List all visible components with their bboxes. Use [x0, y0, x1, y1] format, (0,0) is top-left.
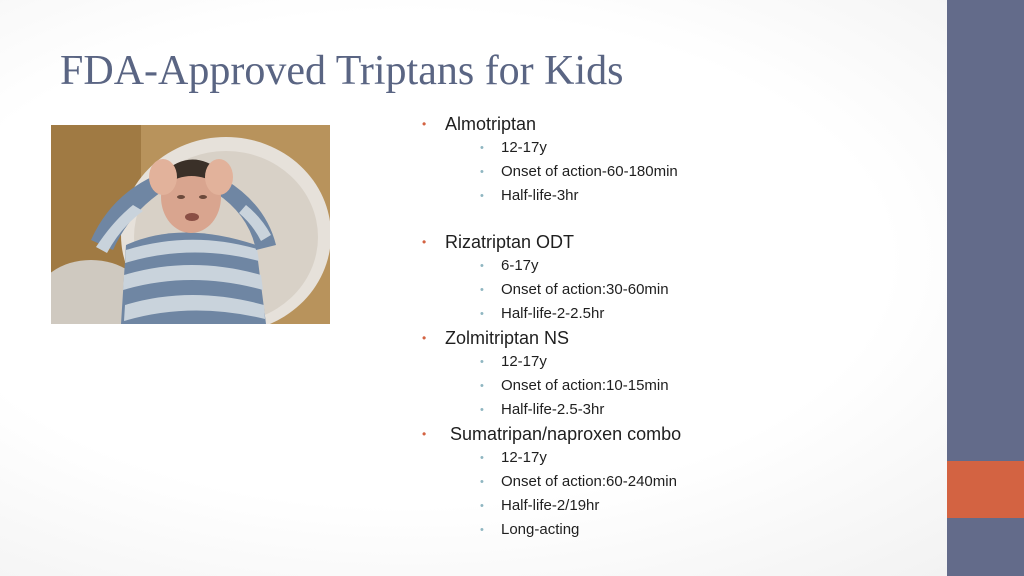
drug-detail [422, 374, 922, 398]
sub-bullet-marker: • [480, 500, 484, 512]
drug-detail [422, 184, 922, 208]
sub-bullet-marker: • [480, 452, 484, 464]
sub-bullet-marker: • [480, 284, 484, 296]
drug-detail [422, 350, 922, 374]
drug-detail-text: 12-17y [501, 449, 547, 466]
drug-detail-text: Onset of action:10-15min [501, 377, 669, 394]
bullet-marker: • [422, 427, 427, 441]
drug-detail [422, 446, 922, 470]
sub-bullet-marker: • [480, 308, 484, 320]
sub-bullet-marker: • [480, 260, 484, 272]
drug-detail [422, 278, 922, 302]
sub-bullet-marker: • [480, 356, 484, 368]
drug-detail-text: 12-17y [501, 139, 547, 156]
bullet-marker: • [422, 117, 427, 131]
drug-name: Almotriptan [445, 114, 537, 134]
drug-detail-text: Onset of action:30-60min [501, 281, 669, 298]
drug-detail-text: Onset of action:60-240min [501, 473, 677, 490]
drug-detail-text: Half-life-3hr [501, 187, 579, 204]
drug-name: Rizatriptan ODT [445, 232, 575, 252]
drug-detail [422, 494, 922, 518]
drug-detail-text: Half-life-2/19hr [501, 497, 600, 514]
sub-bullet-marker: • [480, 166, 484, 178]
drug-detail-text: Half-life-2-2.5hr [501, 305, 605, 322]
sidebar-accent-block [947, 461, 1024, 518]
drug-name: Sumatripan/naproxen combo [445, 424, 682, 444]
photo-child-with-headache [51, 125, 330, 324]
sub-bullet-marker: • [480, 142, 484, 154]
drug-detail [422, 302, 922, 326]
sub-bullet-marker: • [480, 524, 484, 536]
drug-detail-text: Onset of action-60-180min [501, 163, 678, 180]
sub-bullet-marker: • [480, 476, 484, 488]
bullet-marker: • [422, 331, 427, 345]
drug-item [422, 230, 922, 254]
drug-detail [422, 518, 922, 542]
drug-item [422, 422, 922, 446]
sub-bullet-marker: • [480, 380, 484, 392]
drug-detail-text: 6-17y [501, 257, 539, 274]
drug-detail-text: Long-acting [501, 521, 580, 538]
bullet-list [422, 112, 922, 542]
drug-detail [422, 160, 922, 184]
drug-detail-text: Half-life-2.5-3hr [501, 401, 605, 418]
sub-bullet-marker: • [480, 190, 484, 202]
drug-detail [422, 254, 922, 278]
drug-item [422, 112, 922, 136]
drug-detail [422, 136, 922, 160]
drug-detail-text: 12-17y [501, 353, 547, 370]
sub-bullet-marker: • [480, 404, 484, 416]
drug-item [422, 326, 922, 350]
drug-detail [422, 398, 922, 422]
slide-title: FDA-Approved Triptans for Kids [60, 48, 624, 94]
drug-name: Zolmitriptan NS [445, 328, 570, 348]
drug-detail [422, 470, 922, 494]
bullet-marker: • [422, 235, 427, 249]
